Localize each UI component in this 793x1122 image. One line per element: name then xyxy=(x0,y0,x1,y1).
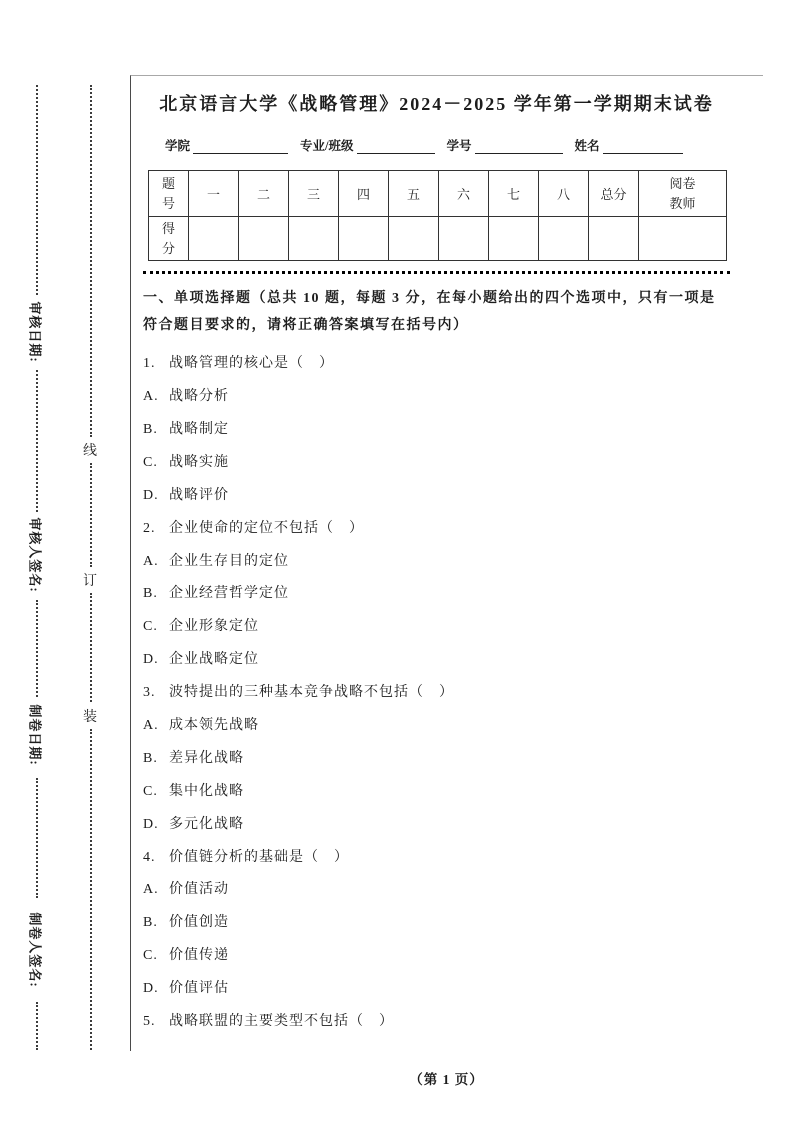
line-number: A. xyxy=(143,553,159,569)
line-text: 价值评估 xyxy=(169,981,229,997)
field-label-name: 姓名 xyxy=(574,139,600,153)
score-table xyxy=(148,170,727,261)
field-college xyxy=(165,136,288,154)
score-cell[interactable] xyxy=(189,217,239,261)
margin-label-papermaker-signature: 制卷人签名: xyxy=(27,912,43,988)
margin-label-review-date: 审核日期: xyxy=(27,301,43,363)
option-line xyxy=(143,816,730,835)
score-col-header: 五 xyxy=(389,171,439,217)
line-number: C. xyxy=(143,948,158,964)
page-title: 北京语言大学《战略管理》2024－2025 学年第一学期期末试卷 xyxy=(159,94,714,114)
option-line xyxy=(143,553,730,572)
line-text: 战略管理的核心是（ ） xyxy=(169,356,334,372)
line-number: C. xyxy=(143,619,158,635)
binding-char-line: 线 xyxy=(83,444,97,459)
option-line xyxy=(143,421,730,440)
line-text: 价值活动 xyxy=(169,882,229,898)
score-cell[interactable] xyxy=(389,217,439,261)
score-row-label: 得分 xyxy=(149,217,189,261)
line-number: C. xyxy=(143,783,158,799)
line-text: 差异化战略 xyxy=(169,750,244,766)
score-cell[interactable] xyxy=(439,217,489,261)
section-one-heading: 一、单项选择题（总共 10 题，每题 3 分，在每小题给出的四个选项中，只有一项是符合题目要求的，请将正确答案填写在括号内） xyxy=(143,291,716,333)
option-line xyxy=(143,980,730,999)
score-cell[interactable] xyxy=(239,217,289,261)
option-line xyxy=(143,487,730,506)
score-table-header-row xyxy=(149,171,727,217)
field-label-major-class: 专业/班级 xyxy=(300,139,354,153)
score-cell-grader[interactable] xyxy=(639,217,727,261)
line-number: A. xyxy=(143,717,159,733)
dotted-line xyxy=(36,778,38,898)
line-number: B. xyxy=(143,586,158,602)
line-text: 战略实施 xyxy=(169,454,229,470)
line-text: 战略联盟的主要类型不包括（ ） xyxy=(169,1014,394,1029)
line-number: D. xyxy=(143,652,159,668)
line-text: 企业经营哲学定位 xyxy=(169,586,289,602)
score-cell[interactable] xyxy=(339,217,389,261)
score-cell[interactable] xyxy=(489,217,539,261)
line-text: 企业形象定位 xyxy=(169,619,259,635)
line-number: 1. xyxy=(143,356,156,372)
score-cell[interactable] xyxy=(289,217,339,261)
question-line xyxy=(143,684,730,703)
score-col-header: 八 xyxy=(539,171,589,217)
option-line xyxy=(143,618,730,637)
field-major-class xyxy=(300,136,434,154)
line-number: D. xyxy=(143,487,159,503)
option-line xyxy=(143,388,730,407)
line-number: 4. xyxy=(143,849,156,865)
question-line xyxy=(143,849,730,868)
questions-list xyxy=(143,355,730,1032)
option-line xyxy=(143,454,730,473)
field-label-student-id: 学号 xyxy=(446,139,472,153)
line-text: 战略评价 xyxy=(169,487,229,503)
line-number: B. xyxy=(143,750,158,766)
line-text: 企业战略定位 xyxy=(169,652,259,668)
line-text: 成本领先战略 xyxy=(169,717,259,733)
option-line xyxy=(143,717,730,736)
dotted-line xyxy=(36,85,38,295)
score-col-header: 六 xyxy=(439,171,489,217)
line-text: 价值创造 xyxy=(169,915,229,931)
line-number: A. xyxy=(143,882,159,898)
margin-label-papermaking-date: 制卷日期: xyxy=(27,704,43,766)
name-input-line[interactable] xyxy=(603,139,683,154)
major-class-input-line[interactable] xyxy=(357,139,435,154)
dotted-line xyxy=(90,593,92,702)
line-number: B. xyxy=(143,421,158,437)
line-number: D. xyxy=(143,816,159,832)
student-id-input-line[interactable] xyxy=(475,139,563,154)
score-col-header: 四 xyxy=(339,171,389,217)
option-line xyxy=(143,947,730,966)
score-col-header: 二 xyxy=(239,171,289,217)
score-cell-total[interactable] xyxy=(589,217,639,261)
question-line xyxy=(143,1013,730,1032)
line-number: D. xyxy=(143,981,159,997)
corner-cell: 题号 xyxy=(149,171,189,217)
line-number: C. xyxy=(143,454,158,470)
binding-char-bind: 装 xyxy=(83,710,97,725)
option-line xyxy=(143,651,730,670)
option-line xyxy=(143,750,730,769)
option-line xyxy=(143,881,730,900)
score-cell[interactable] xyxy=(539,217,589,261)
student-info-row xyxy=(143,136,730,154)
dotted-line xyxy=(36,1002,38,1050)
field-label-college: 学院 xyxy=(165,139,191,153)
dotted-line xyxy=(90,463,92,567)
dotted-separator xyxy=(143,271,730,274)
option-line xyxy=(143,585,730,604)
question-line xyxy=(143,355,730,374)
margin-label-reviewer-signature: 审核人签名: xyxy=(27,517,43,593)
line-text: 集中化战略 xyxy=(169,783,244,799)
score-col-header: 三 xyxy=(289,171,339,217)
score-col-header: 一 xyxy=(189,171,239,217)
line-text: 战略制定 xyxy=(169,421,229,437)
field-name xyxy=(575,136,683,154)
exam-content xyxy=(130,75,763,1051)
line-text: 企业生存目的定位 xyxy=(169,553,289,569)
score-col-header-total: 总分 xyxy=(589,171,639,217)
field-student-id xyxy=(447,136,563,154)
page-number: （第 1 页） xyxy=(409,1072,484,1087)
line-number: 5. xyxy=(143,1014,156,1029)
dotted-line xyxy=(90,85,92,437)
option-line xyxy=(143,783,730,802)
line-text: 战略分析 xyxy=(169,389,229,405)
score-row xyxy=(149,217,727,261)
score-col-header-grader: 阅卷教师 xyxy=(639,171,727,217)
dotted-line xyxy=(36,370,38,512)
line-text: 价值传递 xyxy=(169,948,229,964)
dotted-line xyxy=(36,600,38,697)
line-text: 波特提出的三种基本竞争战略不包括（ ） xyxy=(169,685,454,701)
line-text: 多元化战略 xyxy=(169,816,244,832)
score-col-header: 七 xyxy=(489,171,539,217)
line-number: B. xyxy=(143,915,158,931)
dotted-line xyxy=(90,729,92,1050)
question-line xyxy=(143,520,730,539)
line-number: 3. xyxy=(143,685,156,701)
line-text: 企业使命的定位不包括（ ） xyxy=(169,520,364,536)
option-line xyxy=(143,914,730,933)
line-text: 价值链分析的基础是（ ） xyxy=(169,849,349,865)
line-number: A. xyxy=(143,389,159,405)
college-input-line[interactable] xyxy=(193,139,288,154)
binding-char-stitch: 订 xyxy=(83,574,97,589)
line-number: 2. xyxy=(143,520,156,536)
